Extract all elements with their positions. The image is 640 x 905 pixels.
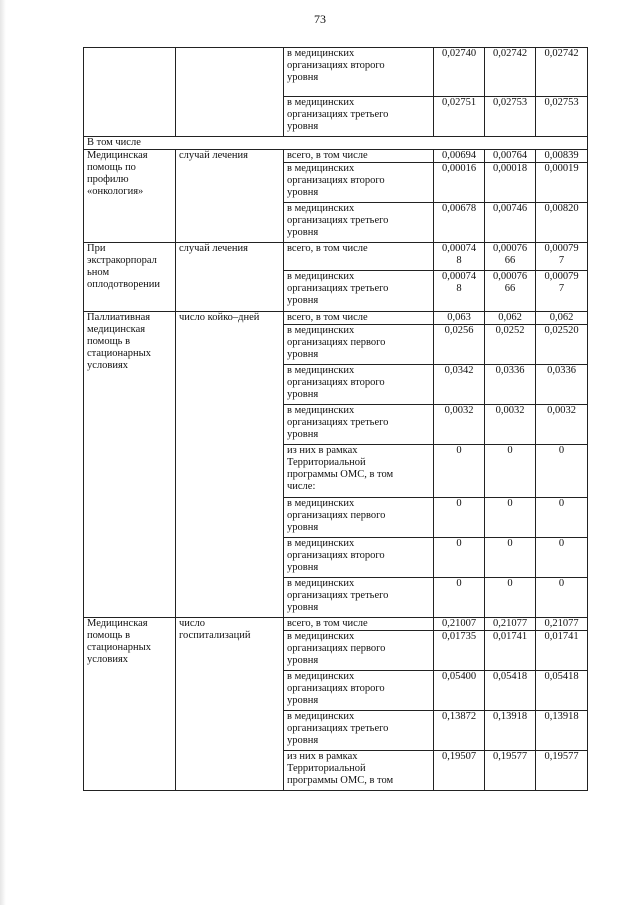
value-cell: 0 [485, 578, 536, 618]
value-cell: 0,00074 8 [434, 243, 485, 271]
value-cell: 0,00074 8 [434, 271, 485, 312]
value-cell: 0,0032 [485, 405, 536, 445]
value-cell: 0 [434, 498, 485, 538]
value-cell: 0,02740 [434, 48, 485, 97]
value-cell: 0,01741 [485, 631, 536, 671]
value-cell: 0,00079 7 [536, 271, 588, 312]
value-cell: 0,00764 [485, 150, 536, 163]
value-cell: 0,0032 [434, 405, 485, 445]
value-cell: 0,00746 [485, 203, 536, 243]
subcategory-cell: в медицинских организациях третьего уровня [284, 203, 434, 243]
table-row [84, 618, 588, 631]
value-cell: 0,02742 [485, 48, 536, 97]
subcategory-cell: из них в рамках Территориальной программы ОМС, в том [284, 751, 434, 791]
value-cell: 0 [485, 538, 536, 578]
value-cell: 0 [434, 578, 485, 618]
value-cell: 0,02753 [485, 97, 536, 137]
value-cell: 0 [434, 445, 485, 498]
value-cell: 0,00694 [434, 150, 485, 163]
subcategory-cell: в медицинских организациях второго уровня [284, 671, 434, 711]
subcategory-cell: в медицинских организациях второго уровня [284, 365, 434, 405]
value-cell: 0,063 [434, 312, 485, 325]
value-cell: 0,19577 [485, 751, 536, 791]
subcategory-cell: в медицинских организациях второго уровня [284, 163, 434, 203]
table-row [84, 48, 588, 97]
value-cell: 0,19507 [434, 751, 485, 791]
subcategory-cell: в медицинских организациях первого уровня [284, 631, 434, 671]
value-cell: 0,19577 [536, 751, 588, 791]
value-cell: 0,062 [485, 312, 536, 325]
value-cell: 0 [536, 578, 588, 618]
subcategory-cell: в медицинских организациях третьего уровня [284, 711, 434, 751]
unit-cell: случай лечения [176, 243, 284, 312]
value-cell: 0,00019 [536, 163, 588, 203]
value-cell: 0,0256 [434, 325, 485, 365]
value-cell: 0,00820 [536, 203, 588, 243]
value-cell: 0,02520 [536, 325, 588, 365]
value-cell: 0,00079 7 [536, 243, 588, 271]
value-cell: 0,0252 [485, 325, 536, 365]
value-cell: 0,05400 [434, 671, 485, 711]
value-cell: 0,00016 [434, 163, 485, 203]
subcategory-cell: в медицинских организациях первого уровня [284, 498, 434, 538]
category-cell: При экстракорпорал ьном оплодотворении [84, 243, 176, 312]
subcategory-cell: в медицинских организациях третьего уровня [284, 97, 434, 137]
scan-edge [0, 0, 6, 905]
value-cell: 0,062 [536, 312, 588, 325]
value-cell: 0 [536, 498, 588, 538]
value-cell: 0,05418 [485, 671, 536, 711]
category-cell: Паллиативная медицинская помощь в стационарных условиях [84, 312, 176, 618]
section-header: В том числе [84, 137, 588, 150]
subcategory-cell: в медицинских организациях второго уровня [284, 48, 434, 97]
subcategory-cell: всего, в том числе [284, 243, 434, 271]
value-cell: 0,0342 [434, 365, 485, 405]
value-cell: 0,00076 66 [485, 271, 536, 312]
value-cell: 0,21007 [434, 618, 485, 631]
value-cell: 0,21077 [485, 618, 536, 631]
value-cell: 0,01735 [434, 631, 485, 671]
value-cell: 0,0032 [536, 405, 588, 445]
value-cell: 0,00018 [485, 163, 536, 203]
page-number: 73 [314, 12, 326, 26]
value-cell: 0 [536, 538, 588, 578]
value-cell: 0,00076 66 [485, 243, 536, 271]
data-table [83, 47, 588, 791]
subcategory-cell: в медицинских организациях первого уровня [284, 325, 434, 365]
subcategory-cell: в медицинских организациях третьего уровня [284, 271, 434, 312]
unit-cell: число госпитализаций [176, 618, 284, 791]
value-cell: 0,05418 [536, 671, 588, 711]
unit-cell: число койко–дней [176, 312, 284, 618]
value-cell: 0,02742 [536, 48, 588, 97]
subcategory-cell: всего, в том числе [284, 150, 434, 163]
subcategory-cell: всего, в том числе [284, 312, 434, 325]
value-cell: 0,21077 [536, 618, 588, 631]
subcategory-cell: в медицинских организациях третьего уровня [284, 578, 434, 618]
subcategory-cell: в медицинских организациях третьего уровня [284, 405, 434, 445]
value-cell: 0,13872 [434, 711, 485, 751]
subcategory-cell: всего, в том числе [284, 618, 434, 631]
value-cell: 0 [434, 538, 485, 578]
subcategory-cell: из них в рамках Территориальной программы ОМС, в том числе: [284, 445, 434, 498]
table-row [84, 150, 588, 163]
table-row [84, 312, 588, 325]
category-cell: Медицинская помощь по профилю «онкология» [84, 150, 176, 243]
value-cell: 0,13918 [536, 711, 588, 751]
value-cell: 0,00678 [434, 203, 485, 243]
value-cell: 0,13918 [485, 711, 536, 751]
unit-cell: случай лечения [176, 150, 284, 243]
value-cell: 0 [485, 445, 536, 498]
category-cell: Медицинская помощь в стационарных условиях [84, 618, 176, 791]
value-cell: 0,00839 [536, 150, 588, 163]
table-row [84, 243, 588, 271]
value-cell: 0,0336 [485, 365, 536, 405]
category-cell [84, 48, 176, 137]
value-cell: 0,02751 [434, 97, 485, 137]
value-cell: 0,0336 [536, 365, 588, 405]
unit-cell [176, 48, 284, 137]
value-cell: 0 [485, 498, 536, 538]
value-cell: 0 [536, 445, 588, 498]
value-cell: 0,02753 [536, 97, 588, 137]
section-header-row [84, 137, 588, 150]
subcategory-cell: в медицинских организациях второго уровня [284, 538, 434, 578]
value-cell: 0,01741 [536, 631, 588, 671]
